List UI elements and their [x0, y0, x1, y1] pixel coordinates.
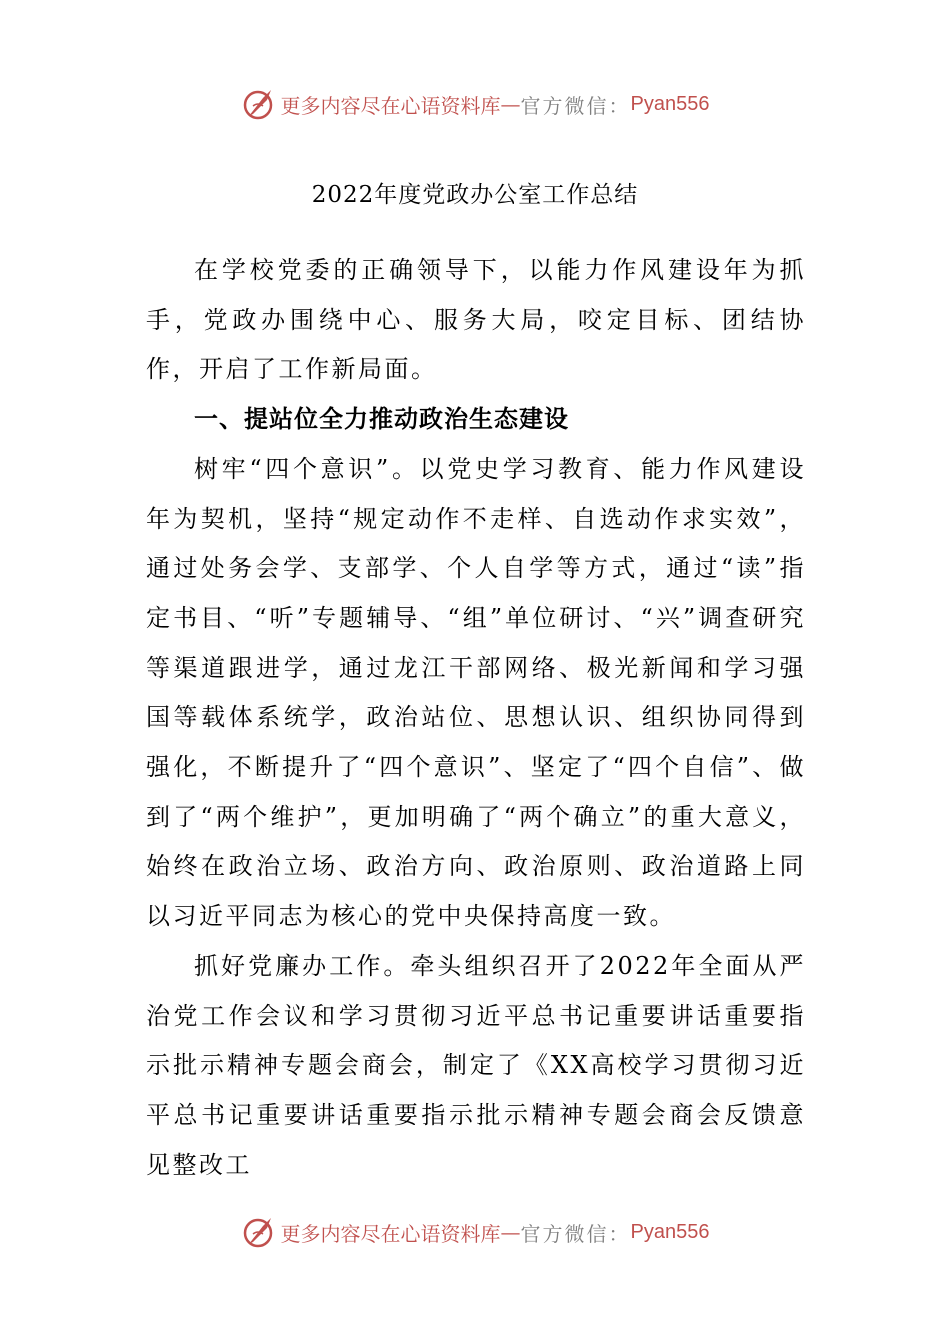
watermark-official: 官方微信： [520, 93, 631, 118]
watermark-official: 官方微信： [520, 1221, 631, 1246]
watermark-handle: Pyan556 [630, 92, 710, 115]
document-title: 2022年度党政办公室工作总结 [311, 182, 639, 208]
document-body [146, 246, 806, 1190]
watermark-brand: 更多内容尽在心语资料库 [280, 93, 501, 118]
watermark-handle: Pyan556 [630, 1220, 710, 1243]
intro-paragraph: 在学校党委的正确领导下，以能力作风建设年为抓手，党政办围绕中心、服务大局，咬定目标、团结协作，开启了工作新局面。 [146, 256, 806, 384]
quill-logo-icon [241, 86, 277, 122]
watermark-dash: — [500, 92, 521, 116]
section-heading: 一、提站位全力推动政治生态建设 [194, 405, 569, 434]
quill-logo-icon [241, 1214, 277, 1250]
body-paragraph-1: 树牢“四个意识”。以党史学习教育、能力作风建设年为契机，坚持“规定动作不走样、自选动作求实效”，通过处务会学、支部学、个人自学等方式，通过“读”指定书目、“听”专题辅导、“组”单位研讨、“兴”调查研究等渠道跟进学，通过龙江干部网络、极光新闻和学习强国等载体系统学，政治站位、思想认识、组织协同得到强化，不断提升了“四个意识”、坚定了“四个自信”、做到了“两个维护”，更加明确了“两个确立”的重大意义，始终在政治立场、政治方向、政治原则、政治道路上同以习近平同志为核心的党中央保持高度一致。 [146, 454, 806, 931]
body-paragraph-2: 抓好党廉办工作。牵头组织召开了2022年全面从严治党工作会议和学习贯彻习近平总书记重要讲话重要指示批示精神专题会商会，制定了《XX高校学习贯彻习近平总书记重要讲话重要指示批示精神专题会商会反馈意见整改工 [146, 951, 806, 1179]
watermark-footer [0, 1212, 950, 1252]
watermark-dash: — [500, 1220, 521, 1244]
watermark-header [0, 84, 950, 124]
watermark-brand: 更多内容尽在心语资料库 [280, 1221, 501, 1246]
